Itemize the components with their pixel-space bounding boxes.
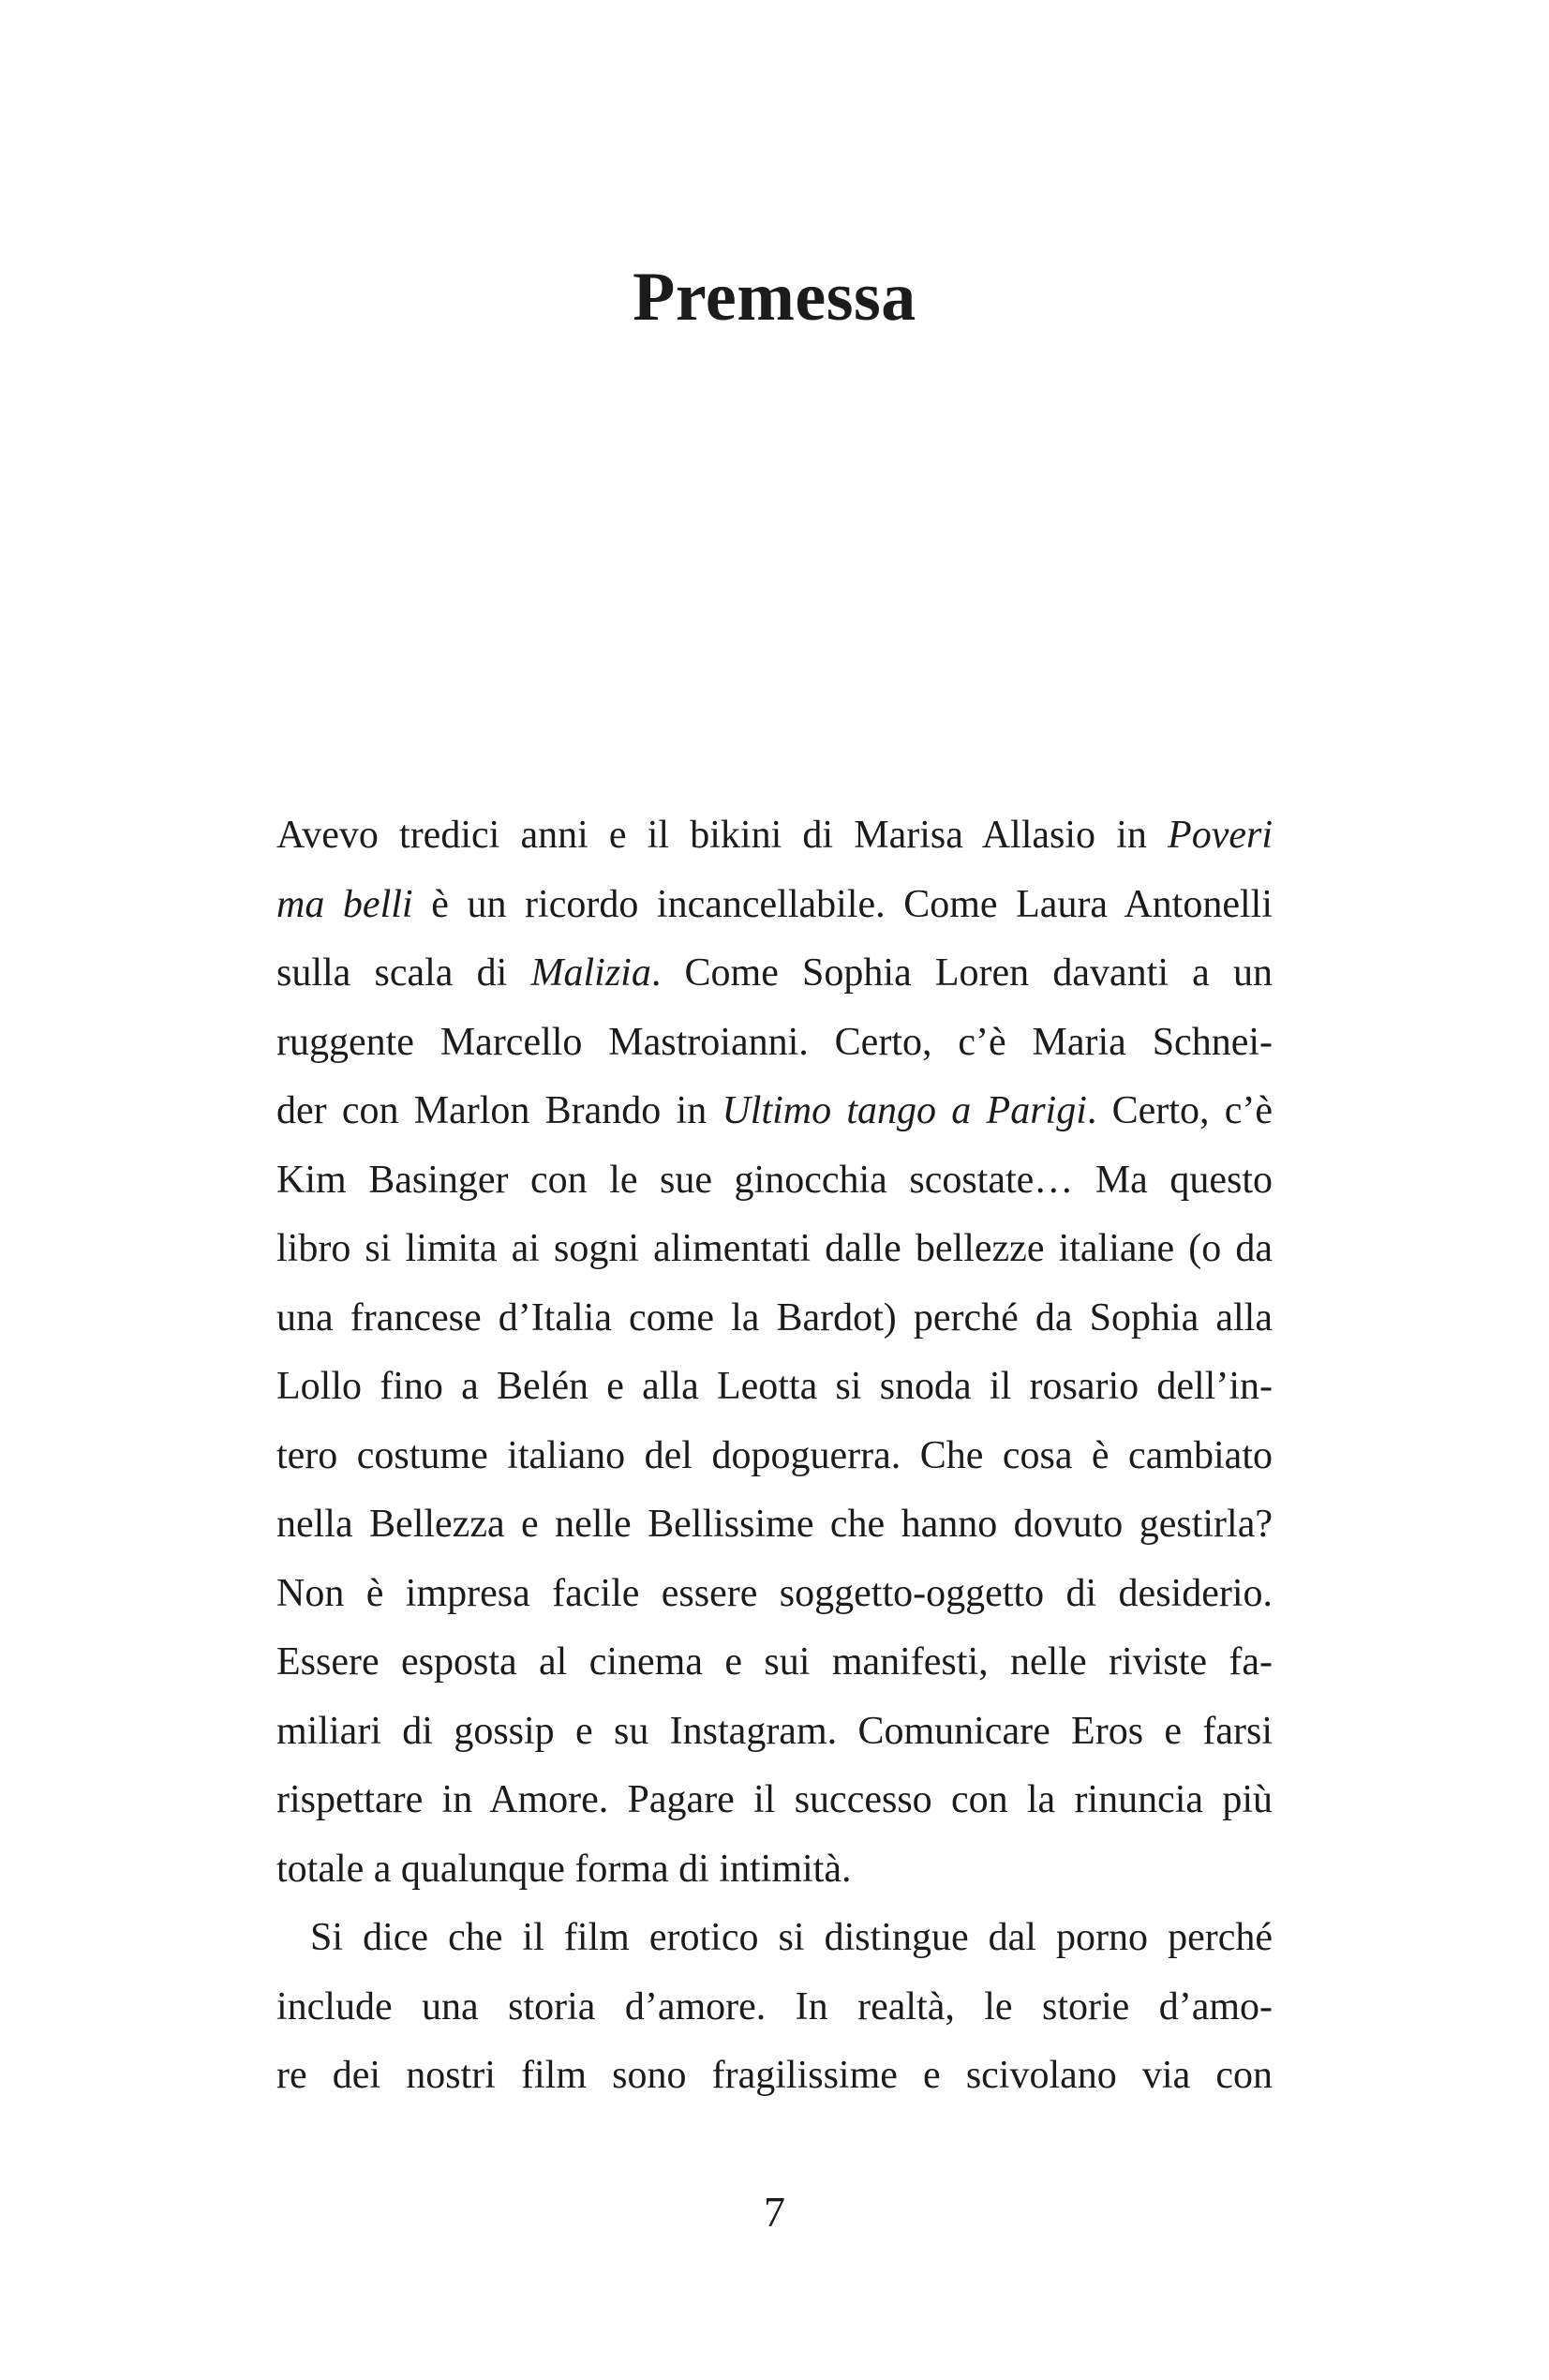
text-line (276, 1146, 1273, 1216)
text-segment: è un ricordo incancellabile. Come Laura Antonelli (412, 882, 1273, 926)
text-segment: Lollo fino a Belén e alla Leotta si snoda il rosario dell’in- (276, 1365, 1273, 1408)
text-segment: re dei nostri film sono fragilissime e scivolano via con (276, 2054, 1273, 2097)
paragraph (276, 801, 1273, 1904)
text-line (276, 871, 1273, 940)
text-segment: Avevo tredici anni e il bikini di Marisa Allasio in (276, 814, 1169, 857)
text-line (276, 1766, 1273, 1835)
text-line (276, 1904, 1273, 1973)
text-line (276, 1560, 1273, 1629)
text-segment: Kim Basinger con le sue ginocchia scostate… Ma questo (276, 1158, 1273, 1202)
text-segment: ruggente Marcello Mastroianni. Certo, c’è Maria Schnei- (276, 1020, 1273, 1064)
body-text (276, 801, 1273, 2111)
text-line (276, 2042, 1273, 2111)
text-segment: Si dice che il film erotico si distingue dal porno perché (310, 1916, 1273, 1959)
italic-text-segment: Malizia (530, 951, 651, 995)
text-segment: libro si limita ai sogni alimentati dalle bellezze italiane (o da (276, 1227, 1273, 1270)
text-segment: rispettare in Amore. Pagare il successo con la rinuncia più (276, 1778, 1273, 1821)
text-line (276, 1284, 1273, 1354)
italic-text-segment: ma belli (276, 882, 413, 926)
text-segment: tero costume italiano del dopoguerra. Che cosa è cambiato (276, 1433, 1273, 1477)
text-line (276, 939, 1273, 1009)
italic-text-segment: Ultimo tango a Parigi (722, 1089, 1087, 1132)
page-number: 7 (764, 2188, 785, 2236)
text-segment: totale a qualunque forma di intimità. (276, 1847, 852, 1891)
text-segment: der con Marlon Brando in (276, 1089, 722, 1132)
text-segment: miliari di gossip e su Instagram. Comunicare Eros e farsi (276, 1709, 1273, 1753)
text-segment: una francese d’Italia come la Bardot) perché da Sophia alla (276, 1295, 1273, 1340)
text-segment: nella Bellezza e nelle Bellissime che hanno dovuto gestirla? (276, 1503, 1273, 1546)
text-line (276, 1353, 1273, 1422)
chapter-title: Premessa (633, 259, 916, 336)
text-line (276, 1698, 1273, 1767)
text-line (276, 1973, 1273, 2043)
text-line (276, 1215, 1273, 1284)
text-line (276, 1835, 1273, 1905)
paragraph (276, 1904, 1273, 2111)
text-segment: sulla scala di (276, 951, 531, 995)
text-line (276, 1628, 1273, 1698)
italic-text-segment: Poveri (1168, 814, 1273, 857)
text-segment: . Come Sophia Loren davanti a un (650, 951, 1273, 995)
text-line (276, 1009, 1273, 1078)
text-segment: Non è impresa facile essere soggetto-oggetto di desiderio. (276, 1571, 1273, 1615)
text-line (276, 1422, 1273, 1491)
text-segment: Essere esposta al cinema e sui manifesti, nelle riviste fa- (276, 1640, 1273, 1684)
text-segment: include una storia d’amore. In realtà, le storie d’amo- (276, 1984, 1273, 2028)
text-line (276, 801, 1273, 871)
text-line (276, 1490, 1273, 1560)
text-line (276, 1077, 1273, 1146)
text-segment: . Certo, c’è (1086, 1089, 1273, 1132)
